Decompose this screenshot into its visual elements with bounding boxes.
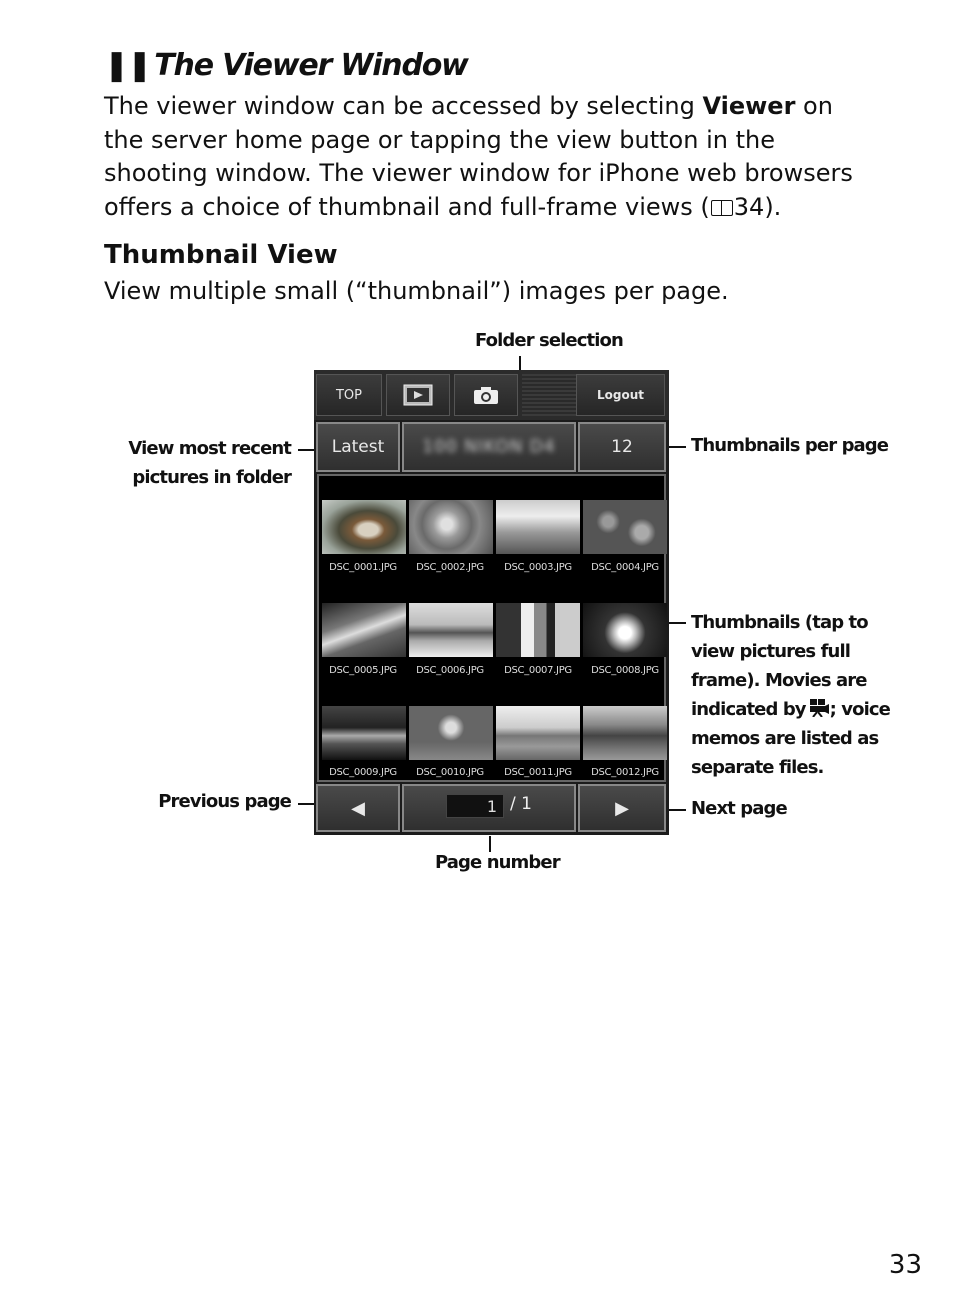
- thumbnail[interactable]: [322, 500, 406, 554]
- file-name: DSC_0011.JPG: [504, 767, 572, 778]
- callout-thumbnails-voice: ; voice: [829, 699, 890, 720]
- thumbnail[interactable]: [322, 706, 406, 760]
- movie-camera-icon: [807, 699, 829, 717]
- callout-most-recent-line1: View most recent: [128, 438, 291, 459]
- thumbnail[interactable]: [409, 500, 493, 554]
- intro-text-3: ).: [764, 192, 782, 221]
- intro-bold: Viewer: [702, 92, 796, 120]
- intro-text-2: on the server home page or tapping the view button in the shooting window. The viewer window for iPhone web browsers offers a choice of thumbnail and full-frame views (: [104, 92, 853, 221]
- file-name: DSC_0004.JPG: [591, 562, 659, 573]
- page-number: 33: [888, 1250, 922, 1280]
- callout-folder-selection: Folder selection: [475, 330, 623, 351]
- folder-select[interactable]: [402, 422, 576, 472]
- shooting-button[interactable]: [454, 374, 518, 416]
- callout-thumbnails-line2: view pictures full: [691, 641, 851, 662]
- next-page-button[interactable]: ▶: [578, 784, 666, 832]
- thumbnail-grid: [317, 474, 666, 782]
- file-name: DSC_0005.JPG: [329, 665, 397, 676]
- play-screen-icon: [403, 384, 433, 406]
- latest-button[interactable]: Latest: [316, 422, 400, 472]
- section-title-text: The Viewer Window: [154, 48, 468, 83]
- callout-thumbnails-line1: Thumbnails (tap to: [691, 612, 868, 633]
- thumbnail[interactable]: [496, 500, 580, 554]
- subsection-title: Thumbnail View: [104, 240, 338, 270]
- file-name: DSC_0012.JPG: [591, 767, 659, 778]
- folder-name: 100 NIKON D4: [422, 437, 556, 457]
- file-name: DSC_0003.JPG: [504, 562, 572, 573]
- file-name: DSC_0008.JPG: [591, 665, 659, 676]
- section-title: [104, 48, 468, 83]
- callout-thumbnails-line5: memos are listed as: [691, 728, 879, 749]
- thumbnail[interactable]: [496, 603, 580, 657]
- top-button[interactable]: TOP: [316, 374, 382, 416]
- folder-toolbar: [314, 422, 669, 472]
- callout-per-page: Thumbnails per page: [691, 435, 889, 456]
- book-ref-icon: [711, 200, 733, 216]
- thumbnail[interactable]: [583, 603, 667, 657]
- thumbnail[interactable]: [496, 706, 580, 760]
- file-name: DSC_0009.JPG: [329, 767, 397, 778]
- intro-paragraph: [104, 90, 864, 224]
- thumbnail[interactable]: [583, 500, 667, 554]
- callout-next: Next page: [691, 798, 787, 819]
- per-page-select[interactable]: 12: [578, 422, 666, 472]
- callout-most-recent-line2: pictures in folder: [132, 467, 291, 488]
- view-button[interactable]: [386, 374, 450, 416]
- thumbnail[interactable]: [409, 706, 493, 760]
- callout-page-number: Page number: [435, 852, 560, 873]
- top-toolbar: [314, 370, 669, 420]
- callout-thumbnails-line4: [691, 695, 890, 724]
- section-marker: ❚❚: [104, 48, 151, 83]
- file-name: DSC_0007.JPG: [504, 665, 572, 676]
- callout-thumbnails-indicated: indicated by: [691, 699, 806, 720]
- pagination-bar: [314, 784, 669, 835]
- previous-page-button[interactable]: ◀: [316, 784, 400, 832]
- callout-previous: Previous page: [158, 791, 291, 812]
- logout-button[interactable]: Logout: [576, 374, 665, 416]
- callout-thumbnails: [691, 608, 890, 782]
- thumbnail[interactable]: [322, 603, 406, 657]
- subsection-desc: View multiple small (“thumbnail”) images per page.: [104, 277, 729, 305]
- thumbnail[interactable]: [583, 706, 667, 760]
- intro-text-1: The viewer window can be accessed by selecting: [104, 92, 703, 120]
- toolbar-filler: [522, 374, 577, 416]
- file-name: DSC_0010.JPG: [416, 767, 484, 778]
- viewer-screen: [314, 370, 669, 835]
- callout-most-recent: [120, 434, 291, 492]
- file-name: DSC_0001.JPG: [329, 562, 397, 573]
- page-number-input[interactable]: 1: [446, 794, 504, 818]
- camera-icon: [472, 385, 500, 405]
- callout-thumbnails-line6: separate files.: [691, 757, 824, 778]
- page-total: / 1: [510, 794, 532, 814]
- file-name: DSC_0002.JPG: [416, 562, 484, 573]
- thumbnail[interactable]: [409, 603, 493, 657]
- intro-ref: 34: [733, 192, 765, 221]
- file-name: DSC_0006.JPG: [416, 665, 484, 676]
- callout-thumbnails-line3: frame). Movies are: [691, 670, 867, 691]
